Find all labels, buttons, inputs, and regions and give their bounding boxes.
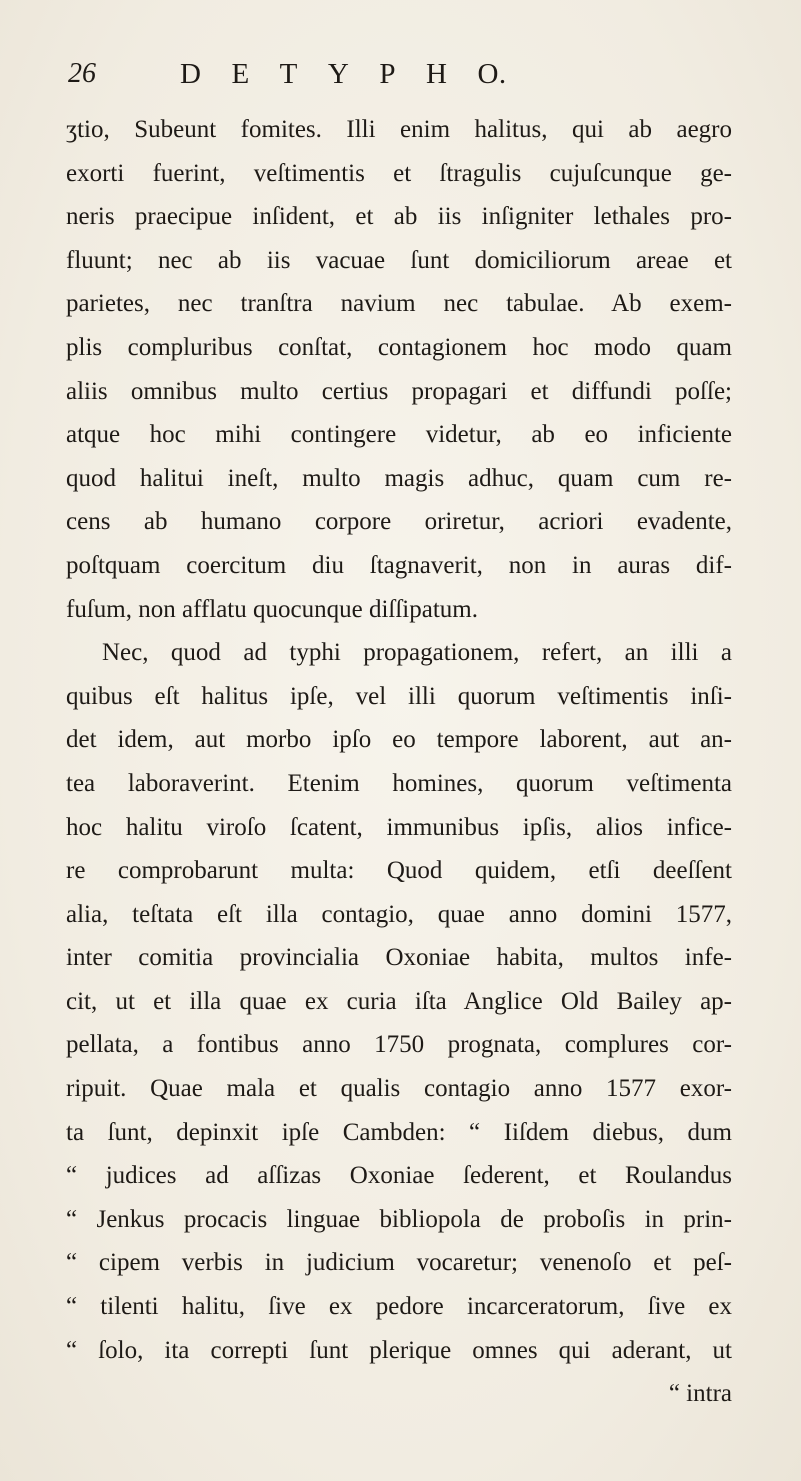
running-title-letter: Y — [327, 58, 350, 90]
text-line: quibus eſt halitus ipſe, vel illi quorum veſtimentis inſi- — [66, 682, 732, 710]
text-line: inter comitia provincialia Oxoniae habita, multos infe- — [66, 944, 732, 972]
running-title-letter: O. — [477, 58, 507, 90]
text-line: det idem, aut morbo ipſo eo tempore laborent, aut an- — [66, 726, 732, 754]
text-line: fluunt; nec ab iis vacuae ſunt domiciliorum areae et — [66, 246, 732, 274]
text-line: pellata, a fontibus anno 1750 prognata, complures cor- — [66, 1031, 732, 1059]
text-line: cit, ut et illa quae ex curia iſta Anglice Old Bailey ap- — [66, 987, 732, 1015]
running-title-letter: D — [180, 58, 202, 90]
text-line: poſtquam coercitum diu ſtagnaverit, non in auras dif- — [66, 551, 732, 579]
text-line: ʒtio, Subeunt fomites. Illi enim halitus, qui ab aegro — [66, 116, 732, 143]
text-line: exorti fuerint, veſtimentis et ſtragulis cujuſcunque ge- — [66, 159, 732, 187]
page-number: 26 — [68, 58, 96, 89]
text-line: parietes, nec tranſtra navium nec tabulae. Ab exem- — [66, 290, 732, 318]
text-line: alia, teſtata eſt illa contagio, quae anno domini 1577, — [66, 900, 732, 928]
text-line: re comprobarunt multa: Quod quidem, etſi deeſſent — [66, 857, 732, 885]
text-line: Nec, quod ad typhi propagationem, refert, an illi a — [102, 639, 732, 667]
catchword: “ intra — [668, 1380, 732, 1408]
text-line: atque hoc mihi contingere videtur, ab eo inficiente — [66, 421, 732, 449]
text-line: “ Jenkus procacis linguae bibliopola de proboſis in prin- — [66, 1205, 732, 1233]
page-header — [68, 58, 708, 98]
text-line: “ cipem verbis in judicium vocaretur; venenoſo et peſ- — [66, 1249, 732, 1277]
text-line: ta ſunt, depinxit ipſe Cambden: “ Iiſdem diebus, dum — [66, 1118, 732, 1146]
text-line: “ ſolo, ita correpti ſunt plerique omnes qui aderant, ut — [66, 1336, 732, 1364]
running-title-letter: P — [379, 58, 396, 90]
text-line: neris praecipue inſident, et ab iis inſigniter lethales pro- — [66, 203, 732, 231]
running-title-letter: H — [425, 58, 448, 90]
text-line: cens ab humano corpore oriretur, acriori evadente, — [66, 508, 732, 536]
text-line: ripuit. Quae mala et qualis contagio anno 1577 exor- — [66, 1075, 732, 1103]
body-text — [66, 108, 732, 1416]
running-title — [180, 58, 537, 91]
running-title-letter: T — [279, 58, 298, 90]
text-line: fuſum, non afflatu quocunque diſſipatum. — [66, 595, 478, 623]
text-line: “ judices ad aſſizas Oxoniae ſederent, et Roulandus — [66, 1162, 732, 1190]
text-line: plis compluribus conſtat, contagionem hoc modo quam — [66, 333, 732, 361]
text-line: tea laboraverint. Etenim homines, quorum veſtimenta — [66, 769, 732, 797]
text-line: hoc halitu viroſo ſcatent, immunibus ipſis, alios infice- — [66, 813, 732, 841]
text-line: quod halitui ineſt, multo magis adhuc, quam cum re- — [66, 464, 732, 492]
text-line: aliis omnibus multo certius propagari et diffundi poſſe; — [66, 377, 732, 405]
running-title-letter: E — [231, 58, 250, 90]
text-line: “ tilenti halitu, ſive ex pedore incarceratorum, ſive ex — [66, 1293, 732, 1321]
